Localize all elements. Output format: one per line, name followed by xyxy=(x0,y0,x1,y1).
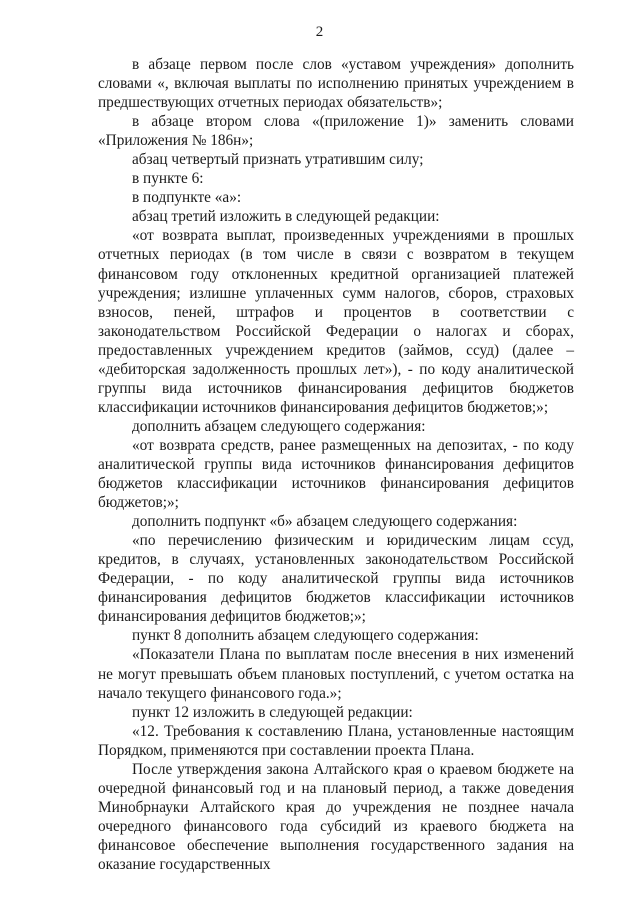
paragraph: в абзаце первом после слов «уставом учреждения» дополнить словами «, включая выплаты по исполнению принятых учреждением в предшествующих отчетных периодах обязательств»; xyxy=(98,56,574,112)
paragraph: пункт 8 дополнить абзацем следующего содержания: xyxy=(132,627,479,645)
paragraph: в пункте 6: xyxy=(132,170,204,188)
paragraph: «от возврата выплат, произведенных учреждениями в прошлых отчетных периодах (в том числе в связи с возвратом в текущем финансовом году отклоненных кредитной организацией платежей учреждения; излишне уплаченных сумм налогов, сборов, страховых взносов, пеней, штрафов и процентов в соответствии с законодательством Российской Федерации о налогах и сборах, предоставленных учреждением кредитов (займов, ссуд) (далее – «дебиторская задолженность прошлых лет»), - по коду аналитической группы вида источников финансирования дефицитов бюджетов классификации источников финансирования дефицитов бюджетов;»; xyxy=(98,227,574,416)
paragraph: дополнить абзацем следующего содержания: xyxy=(132,417,426,435)
paragraph: в абзаце втором слова «(приложение 1)» заменить словами «Приложения № 186н»; xyxy=(98,113,574,150)
paragraph: в подпункте «а»: xyxy=(132,189,242,207)
paragraph: абзац четвертый признать утратившим силу; xyxy=(132,151,424,169)
page-number: 2 xyxy=(315,24,324,40)
paragraph: абзац третий изложить в следующей редакции: xyxy=(132,208,440,226)
paragraph: «Показатели Плана по выплатам после внесения в них изменений не могут превышать объем плановых поступлений, с учетом остатка на начало текущего финансового года.»; xyxy=(98,646,574,702)
paragraph: пункт 12 изложить в следующей редакции: xyxy=(132,703,413,721)
paragraph: После утверждения закона Алтайского края о краевом бюджете на очередной финансовый год и на плановый период, а также доведения Минобрнауки Алтайского края до учреждения не позднее начала очередного финансового года субсидий из краевого бюджета на финансовое обеспечение выполнения государственного задания на оказание государственных xyxy=(98,760,574,873)
paragraph: «от возврата средств, ранее размещенных на депозитах, - по коду аналитической группы вида источников финансирования дефицитов бюджетов классификации источников финансирования дефицитов бюджетов;»; xyxy=(98,436,574,512)
paragraph: «12. Требования к составлению Плана, установленные настоящим Порядком, применяются при составлении проекта Плана. xyxy=(98,722,574,759)
paragraph: «по перечислению физическим и юридическим лицам ссуд, кредитов, в случаях, установленных законодательством Российской Федерации, - по коду аналитической группы вида источников финансирования дефицитов бюджетов классификации источников финансирования дефицитов бюджетов;»; xyxy=(98,532,574,626)
paragraph: дополнить подпункт «б» абзацем следующего содержания: xyxy=(132,513,518,531)
document-body xyxy=(98,55,574,874)
